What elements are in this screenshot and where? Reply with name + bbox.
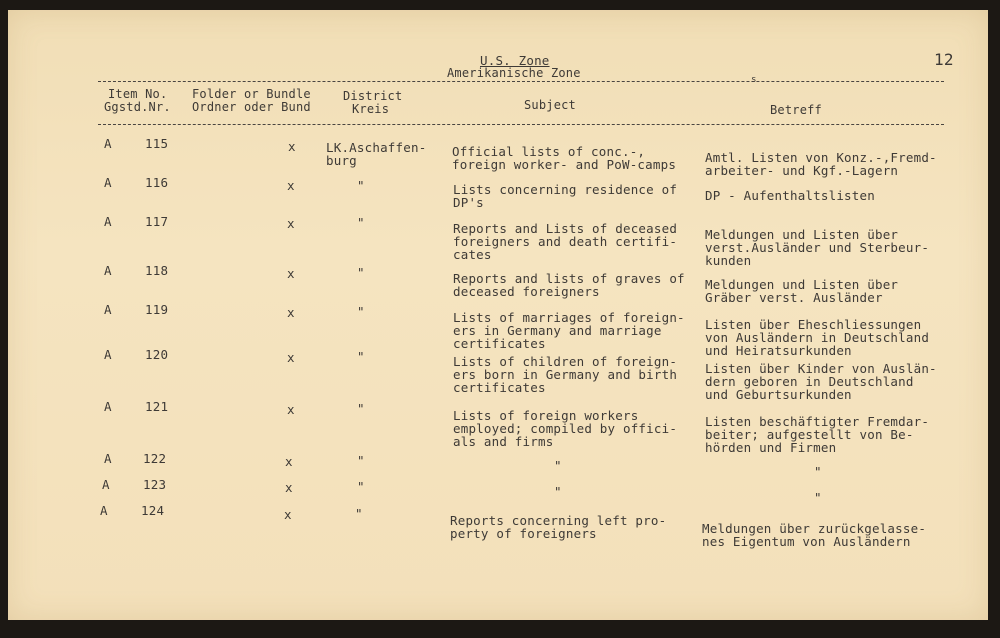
row-folder-mark: x <box>287 305 295 320</box>
row-letter: A <box>104 175 112 190</box>
row-district: " <box>357 479 365 494</box>
row-folder-mark: x <box>288 139 296 154</box>
row-district: " <box>357 265 365 280</box>
row-district: " <box>357 215 365 230</box>
row-folder-mark: x <box>287 266 295 281</box>
row-letter: A <box>104 302 112 317</box>
row-betreff: Amtl. Listen von Konz.-,Fremd- arbeiter- und Kgf.-Lagern <box>705 150 937 178</box>
row-number: 116 <box>145 175 169 190</box>
col-header-folder-de: Ordner oder Bund <box>192 100 311 114</box>
row-letter: A <box>100 503 108 518</box>
row-number: 118 <box>145 263 169 278</box>
row-number: 121 <box>145 399 169 414</box>
col-header-betreff: Betreff <box>770 103 822 117</box>
row-letter: A <box>104 399 112 414</box>
col-header-subject: Subject <box>524 98 576 112</box>
row-number: 117 <box>145 214 169 229</box>
col-header-folder: Folder or Bundle <box>192 87 311 101</box>
row-folder-mark: x <box>287 402 295 417</box>
row-letter: A <box>104 263 112 278</box>
row-letter: A <box>102 477 110 492</box>
row-folder-mark: x <box>287 350 295 365</box>
row-betreff: Meldungen und Listen über Gräber verst. Ausländer <box>705 277 899 305</box>
row-subject: Lists concerning residence of DP's <box>453 182 678 210</box>
row-subject: Lists of children of foreign- ers born in Germany and birth certificates <box>453 354 678 395</box>
row-district: " <box>357 453 365 468</box>
row-folder-mark: x <box>287 216 295 231</box>
row-folder-mark: x <box>285 480 293 495</box>
row-subject: " <box>554 484 562 499</box>
col-header-item: Item No. <box>108 87 168 101</box>
row-letter: A <box>104 451 112 466</box>
row-district: " <box>357 178 365 193</box>
row-betreff: " <box>814 490 822 505</box>
row-betreff: " <box>814 464 822 479</box>
row-folder-mark: x <box>284 507 292 522</box>
zone-title-de: Amerikanische Zone <box>447 66 581 80</box>
row-folder-mark: x <box>287 178 295 193</box>
row-letter: A <box>104 347 112 362</box>
row-number: 124 <box>141 503 165 518</box>
row-district: LK.Aschaffen- burg <box>326 140 427 168</box>
row-subject: Lists of marriages of foreign- ers in Germany and marriage certificates <box>453 310 685 351</box>
row-betreff: Listen über Kinder von Auslän- dern geboren in Deutschland und Geburtsurkunden <box>705 361 937 402</box>
row-number: 123 <box>143 477 167 492</box>
row-betreff: Meldungen über zurückgelasse- nes Eigentum von Ausländern <box>702 521 927 549</box>
row-subject: Lists of foreign workers employed; compiled by offici- als and firms <box>453 408 678 449</box>
row-subject: Official lists of conc.-, foreign worker- and PoW-camps <box>452 144 677 172</box>
row-number: 119 <box>145 302 169 317</box>
col-header-district-de: Kreis <box>352 102 390 116</box>
row-district: " <box>357 349 365 364</box>
row-district: " <box>355 506 363 521</box>
row-number: 115 <box>145 136 169 151</box>
row-number: 122 <box>143 451 167 466</box>
row-district: " <box>357 304 365 319</box>
header-rule-bottom <box>98 124 944 125</box>
row-subject: " <box>554 458 562 473</box>
rule-mark: s <box>751 75 757 85</box>
page-number: 12 <box>934 50 954 69</box>
row-subject: Reports and lists of graves of deceased foreigners <box>453 271 685 299</box>
row-folder-mark: x <box>285 454 293 469</box>
col-header-item-de: Ggstd.Nr. <box>104 100 171 114</box>
col-header-district: District <box>343 89 403 103</box>
row-betreff: Listen beschäftigter Fremdar- beiter; aufgestellt von Be- hörden und Firmen <box>705 414 930 455</box>
header-rule-top <box>98 81 944 82</box>
row-subject: Reports concerning left pro- perty of foreigners <box>450 513 667 541</box>
row-betreff: Listen über Eheschliessungen von Ausländern in Deutschland und Heiratsurkunden <box>705 317 930 358</box>
row-betreff: DP - Aufenthaltslisten <box>705 188 875 203</box>
row-letter: A <box>104 214 112 229</box>
row-number: 120 <box>145 347 169 362</box>
zone-title: U.S. Zone <box>480 53 550 68</box>
row-subject: Reports and Lists of deceased foreigners and death certifi- cates <box>453 221 678 262</box>
row-letter: A <box>104 136 112 151</box>
row-district: " <box>357 401 365 416</box>
row-betreff: Meldungen und Listen über verst.Ausländer und Sterbeur- kunden <box>705 227 930 268</box>
